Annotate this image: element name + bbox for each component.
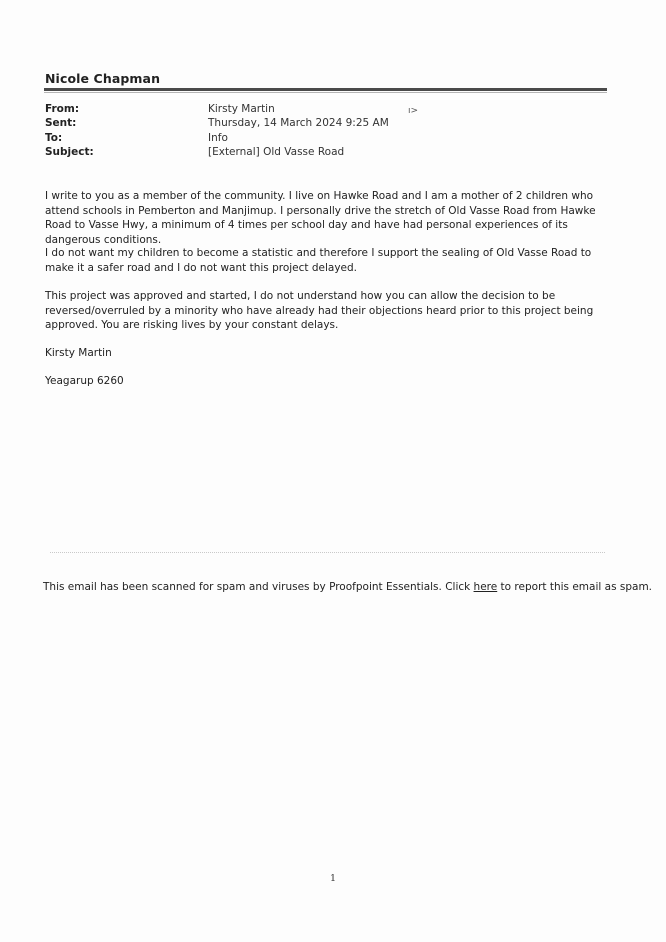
body-paragraph-2: I do not want my children to become a statistic and therefore I support the sealing of Old Vasse Road to make it a safer road and I do not want this project delayed.: [45, 247, 592, 274]
body-paragraph-3: This project was approved and started, I do not understand how you can allow the decision to be reversed/overruled by a minority who have already had their objections heard prior to this project being approved. You are risking lives by your constant delays.: [45, 290, 594, 331]
spam-notice-text: This email has been scanned for spam and viruses by Proofpoint Essentials. Click: [43, 581, 474, 593]
page-number: 1: [329, 873, 337, 884]
from-label: From:: [45, 103, 80, 115]
report-spam-link[interactable]: here: [473, 581, 498, 593]
subject-label: Subject:: [45, 146, 94, 158]
from-value: Kirsty Martin: [208, 103, 275, 115]
to-label: To:: [45, 132, 63, 144]
scan-artifact-line: [50, 552, 605, 554]
spam-scan-notice: [43, 581, 652, 593]
signature-location: Yeagarup 6260: [45, 375, 124, 387]
header-rule-thin: [44, 92, 607, 93]
to-value: Info: [208, 132, 228, 144]
header-rule: [44, 88, 607, 91]
signature-name: Kirsty Martin: [45, 347, 112, 359]
body-paragraph-1: I write to you as a member of the community. I live on Hawke Road and I am a mother of 2 children who attend schools in Pemberton and Manjimup. I personally drive the stretch of Old Vasse Road from Hawke Road to Vasse Hwy, a minimum of 4 times per school day and have had personal experiences of its dangerous conditions.: [45, 190, 596, 246]
stray-mark: ı>: [408, 106, 419, 116]
sent-value: Thursday, 14 March 2024 9:25 AM: [208, 117, 389, 129]
subject-value: [External] Old Vasse Road: [208, 146, 345, 158]
sender-name: Nicole Chapman: [45, 71, 161, 86]
spam-notice-text-end: to report this email as spam.: [497, 581, 653, 593]
sent-label: Sent:: [45, 117, 77, 129]
